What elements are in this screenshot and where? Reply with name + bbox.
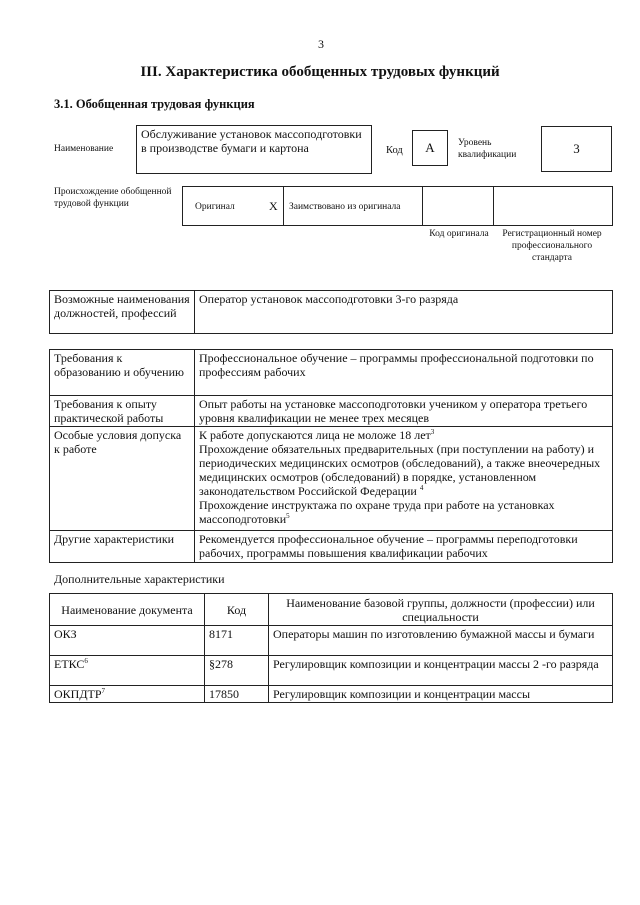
subsection-title: 3.1. Обобщенная трудовая функция [54, 97, 255, 111]
header-code: Код [205, 594, 269, 626]
experience-value: Опыт работы на установке массоподготовки учеником у оператора третьего уровня квалификации не менее трех месяцев [195, 396, 613, 427]
additional-title: Дополнительные характеристики [54, 572, 225, 586]
row-doc-text: ОКЗ [54, 627, 77, 641]
other-value: Рекомендуется профессиональное обучение – программы переподготовки рабочих, программы повышения квалификации рабочих [195, 531, 613, 563]
condition-safety: Прохождение инструктажа по охране труда при работе на установках массоподготовки [199, 498, 555, 526]
row-name: Регулировщик композиции и концентрации массы 2 -го разряда [269, 656, 613, 686]
footnote-ref: 7 [101, 687, 106, 695]
positions-table [49, 290, 613, 334]
special-conditions-value [195, 427, 613, 531]
table-row [50, 531, 613, 563]
code-label: Код [386, 145, 403, 156]
divider [283, 187, 284, 225]
table-row [50, 686, 613, 703]
education-label: Требования к образованию и обучению [50, 350, 195, 396]
condition-age: К работе допускаются лица не моложе 18 лет [199, 428, 431, 442]
reg-number-label: Регистрационный номер профессионального стандарта [502, 229, 602, 263]
footnote-ref: 6 [84, 657, 88, 665]
section-title: III. Характеристика обобщенных трудовых функций [140, 64, 500, 80]
table-row [50, 626, 613, 656]
header-name: Наименование базовой группы, должности (профессии) или специальности [269, 594, 613, 626]
positions-label: Возможные наименования должностей, профессий [50, 291, 195, 334]
condition-medical: Прохождение обязательных предварительных (при поступлении на работу) и периодических медицинских осмотров (обследований), а также внеочередных медицинских осмотров (обследований) в порядке, установленном законодательством Российской Федерации [199, 442, 601, 498]
divider [422, 187, 423, 225]
header-doc: Наименование документа [50, 594, 205, 626]
footnote-ref: 3 [430, 428, 435, 436]
row-doc-text: ОКПДТР [54, 687, 102, 701]
footnote-ref: 4 [419, 484, 424, 492]
footnote-ref: 5 [286, 512, 290, 520]
requirements-table [49, 349, 613, 563]
row-doc-text: ЕТКС [54, 657, 85, 671]
level-value-box [541, 126, 612, 172]
level-label: Уровень квалификации [458, 138, 517, 160]
table-row [50, 396, 613, 427]
code-value: А [425, 140, 435, 155]
experience-label: Требования к опыту практической работы [50, 396, 195, 427]
name-label: Наименование [54, 144, 114, 154]
original-label: Оригинал [195, 202, 235, 212]
row-doc [50, 626, 205, 656]
borrowed-label: Заимствовано из оригинала [289, 202, 401, 212]
row-name: Регулировщик композиции и концентрации массы [269, 686, 613, 703]
row-code: 17850 [205, 686, 269, 703]
table-row [50, 427, 613, 531]
row-doc [50, 686, 205, 703]
positions-value: Оператор установок массоподготовки 3-го разряда [195, 291, 613, 334]
row-doc [50, 656, 205, 686]
function-name-value: Обслуживание установок массоподготовки в производстве бумаги и картона [141, 127, 362, 155]
row-name: Операторы машин по изготовлению бумажной массы и бумаги [269, 626, 613, 656]
table-row [50, 350, 613, 396]
row-code: §278 [205, 656, 269, 686]
other-label: Другие характеристики [50, 531, 195, 563]
origin-table [182, 186, 613, 226]
special-conditions-label: Особые условия допуска к работе [50, 427, 195, 531]
table-header-row [50, 594, 613, 626]
original-mark: X [269, 199, 278, 213]
page-number: 3 [318, 37, 324, 51]
row-code: 8171 [205, 626, 269, 656]
origin-label: Происхождение обобщенной трудовой функции [54, 187, 172, 209]
divider [493, 187, 494, 225]
code-value-box [412, 130, 448, 166]
table-row [50, 656, 613, 686]
education-value: Профессиональное обучение – программы профессиональной подготовки по профессиям рабочих [195, 350, 613, 396]
level-value: 3 [573, 141, 580, 156]
function-name-box [136, 125, 372, 174]
code-original-label: Код оригинала [429, 229, 489, 239]
additional-table [49, 593, 613, 703]
